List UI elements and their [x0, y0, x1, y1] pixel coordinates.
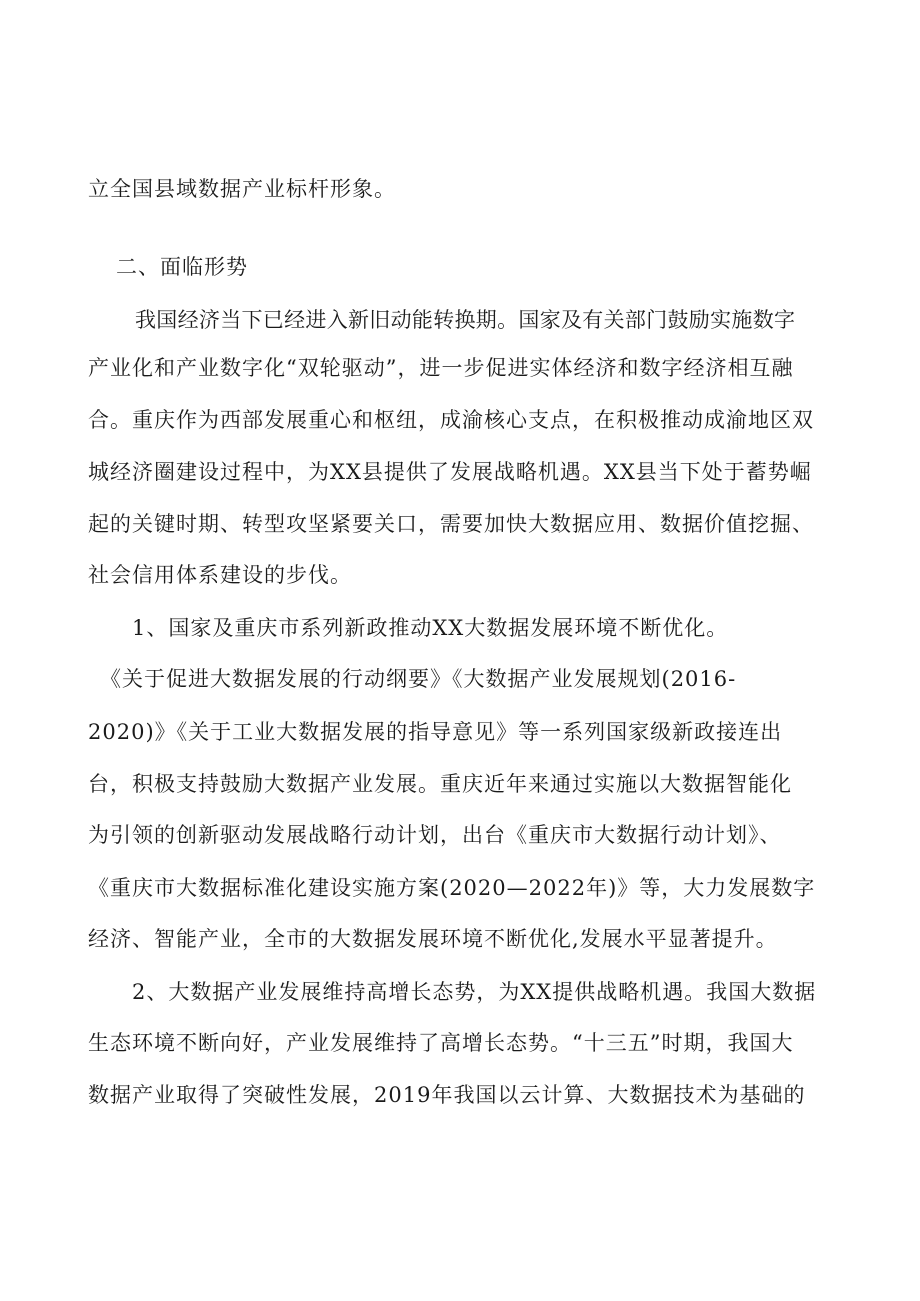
paragraph-line: 立全国县域数据产业标杆形象。 — [88, 177, 396, 201]
paragraph-line: 经济、智能产业，全市的大数据发展环境不断优化,发展水平显著提升。 — [88, 927, 778, 951]
section-heading: 1、国家及重庆市系列新政推动XX大数据发展环境不断优化。 — [132, 616, 729, 640]
section-heading: 二、面临形势 — [116, 255, 248, 279]
paragraph-line: 2020)》《关于工业大数据发展的指导意见》等一系列国家级新政接连出 — [88, 720, 783, 744]
paragraph-line: 台，积极支持鼓励大数据产业发展。重庆近年来通过实施以大数据智能化 — [88, 772, 792, 796]
paragraph-line: 产业化和产业数字化“双轮驱动”，进一步促进实体经济和数字经济相互融 — [88, 356, 794, 380]
paragraph-line: 为引领的创新驱动发展战略行动计划，出台《重庆市大数据行动计划》、 — [88, 823, 782, 847]
paragraph-line: 我国经济当下已经进入新旧动能转换期。国家及有关部门鼓励实施数字 — [135, 308, 796, 332]
paragraph-line: 生态环境不断向好，产业发展维持了高增长态势。“十三五”时期，我国大 — [88, 1031, 794, 1055]
paragraph-line: 城经济圈建设过程中，为XX县提供了发展战略机遇。XX县当下处于蓄势崛 — [88, 460, 812, 484]
paragraph-line: 合。重庆作为西部发展重心和枢纽，成渝核心支点，在积极推动成渝地区双 — [88, 408, 814, 432]
paragraph-line: 社会信用体系建设的步伐。 — [88, 563, 352, 587]
paragraph-line: 2、大数据产业发展维持高增长态势，为XX提供战略机遇。我国大数据 — [132, 980, 817, 1004]
paragraph-line: 《关于促进大数据发展的行动纲要》《大数据产业发展规划(2016- — [100, 667, 737, 691]
paragraph-line: 起的关键时期、转型攻坚紧要关口，需要加快大数据应用、数据价值挖掘、 — [88, 512, 814, 536]
paragraph-line: 数据产业取得了突破性发展，2019年我国以云计算、大数据技术为基础的 — [88, 1083, 806, 1107]
paragraph-line: 《重庆市大数据标准化建设实施方案(2020—2022年)》等，大力发展数字 — [88, 876, 816, 900]
